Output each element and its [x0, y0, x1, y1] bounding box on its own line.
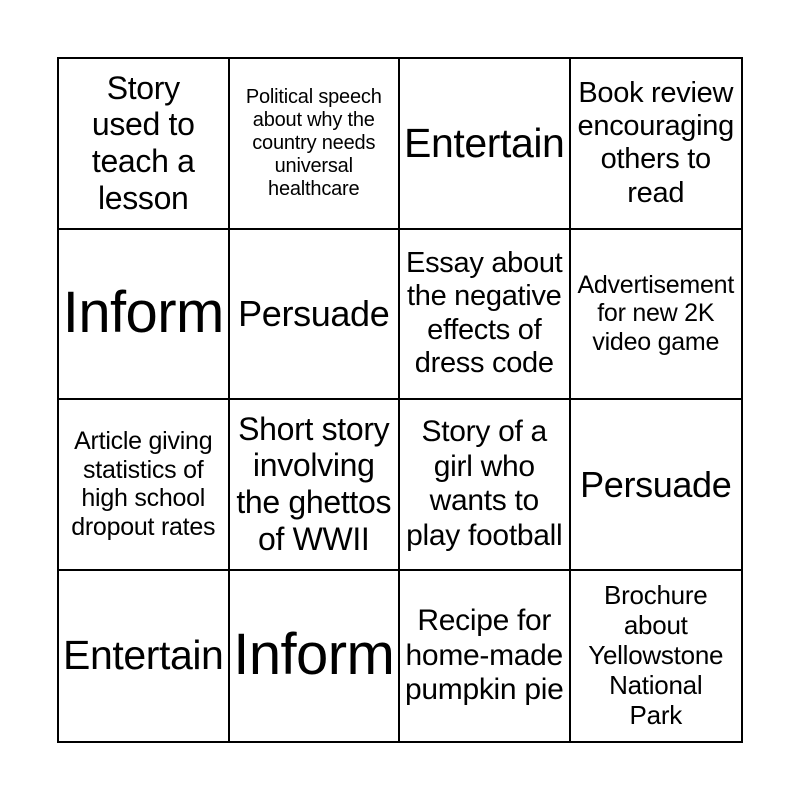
- bingo-cell-line: dress code: [414, 347, 554, 380]
- bingo-cell-text: [588, 581, 723, 730]
- bingo-cell-text: [236, 411, 391, 558]
- bingo-cell-line: Book review: [578, 76, 734, 109]
- bingo-cell-r3c4[interactable]: [571, 400, 742, 571]
- bingo-cell-text: [63, 280, 224, 347]
- bingo-cell-line: Park: [629, 699, 682, 730]
- bingo-cell-r4c3[interactable]: [400, 571, 571, 742]
- bingo-cell-line: Article giving: [74, 426, 213, 455]
- bingo-cell-line: girl who: [433, 449, 535, 483]
- bingo-cell-line: wants to: [429, 484, 539, 518]
- bingo-cell-line: others to: [600, 143, 711, 176]
- bingo-cell-line: statistics of: [83, 455, 204, 484]
- bingo-grid: [57, 57, 743, 743]
- bingo-cell-line: Inform: [62, 280, 224, 346]
- bingo-cell-line: Story: [106, 69, 180, 106]
- bingo-cell-text: [246, 86, 382, 201]
- bingo-cell-line: home-made: [405, 638, 563, 672]
- bingo-cell-text: [580, 464, 731, 505]
- bingo-cell-line: read: [627, 176, 685, 209]
- bingo-cell-text: [71, 427, 215, 542]
- bingo-cell-line: about: [623, 609, 688, 640]
- bingo-cell-line: Entertain: [404, 119, 565, 166]
- bingo-cell-r1c3[interactable]: [400, 59, 571, 230]
- bingo-cell-r2c4[interactable]: [571, 230, 742, 401]
- bingo-cell-r2c1[interactable]: [59, 230, 230, 401]
- bingo-cell-line: Political speech: [245, 85, 382, 108]
- bingo-cell-line: video game: [592, 328, 720, 357]
- bingo-cell-text: [233, 622, 394, 689]
- bingo-cell-line: National: [609, 669, 703, 700]
- bingo-cell-line: play football: [406, 518, 563, 552]
- bingo-cell-line: universal: [274, 154, 353, 177]
- bingo-cell-text: [406, 247, 562, 380]
- bingo-cell-line: teach a: [91, 143, 195, 180]
- bingo-cell-line: the negative: [406, 280, 562, 313]
- bingo-cell-line: healthcare: [268, 177, 360, 200]
- bingo-cell-line: Yellowstone: [588, 639, 724, 670]
- bingo-cell-line: Essay about: [406, 247, 563, 280]
- bingo-cell-r1c4[interactable]: [571, 59, 742, 230]
- bingo-cell-r2c3[interactable]: [400, 230, 571, 401]
- bingo-cell-line: pumpkin pie: [405, 673, 564, 706]
- bingo-cell-line: country needs: [252, 131, 376, 154]
- bingo-cell-r4c2[interactable]: [230, 571, 401, 742]
- bingo-cell-r1c2[interactable]: [230, 59, 401, 230]
- bingo-cell-r3c3[interactable]: [400, 400, 571, 571]
- bingo-cell-line: Advertisement: [577, 270, 735, 299]
- bingo-cell-line: involving: [252, 447, 375, 484]
- bingo-cell-line: used to: [91, 106, 195, 143]
- bingo-cell-line: high school: [81, 484, 206, 513]
- bingo-cell-text: [92, 70, 195, 217]
- bingo-cell-r1c1[interactable]: [59, 59, 230, 230]
- bingo-cell-r3c1[interactable]: [59, 400, 230, 571]
- bingo-cell-line: the ghettos: [236, 484, 392, 521]
- bingo-cell-line: Brochure: [604, 580, 708, 611]
- bingo-cell-line: about why the: [252, 108, 375, 131]
- bingo-cell-text: [405, 604, 563, 708]
- bingo-cell-line: Entertain: [63, 632, 224, 679]
- bingo-cell-text: [404, 120, 564, 167]
- bingo-cell-line: Persuade: [580, 463, 732, 505]
- bingo-cell-text: [63, 632, 223, 679]
- bingo-cell-line: for new 2K: [597, 299, 715, 328]
- bingo-cell-line: of WWII: [257, 521, 370, 558]
- bingo-cell-line: Inform: [233, 622, 395, 688]
- bingo-cell-text: [238, 293, 389, 334]
- bingo-cell-r3c2[interactable]: [230, 400, 401, 571]
- bingo-cell-text: [406, 415, 562, 553]
- bingo-cell-line: Recipe for: [417, 604, 552, 637]
- bingo-cell-line: Persuade: [238, 293, 390, 335]
- bingo-cell-line: dropout rates: [71, 513, 216, 541]
- bingo-cell-line: Story of a: [421, 415, 547, 449]
- bingo-cell-line: effects of: [427, 313, 542, 346]
- bingo-cell-text: [578, 77, 734, 210]
- bingo-cell-r4c1[interactable]: [59, 571, 230, 742]
- bingo-cell-line: Short story: [238, 410, 390, 447]
- bingo-cell-r4c4[interactable]: [571, 571, 742, 742]
- bingo-cell-line: lesson: [97, 180, 189, 217]
- bingo-cell-line: encouraging: [577, 109, 734, 142]
- bingo-cell-r2c2[interactable]: [230, 230, 401, 401]
- bingo-cell-text: [577, 271, 734, 357]
